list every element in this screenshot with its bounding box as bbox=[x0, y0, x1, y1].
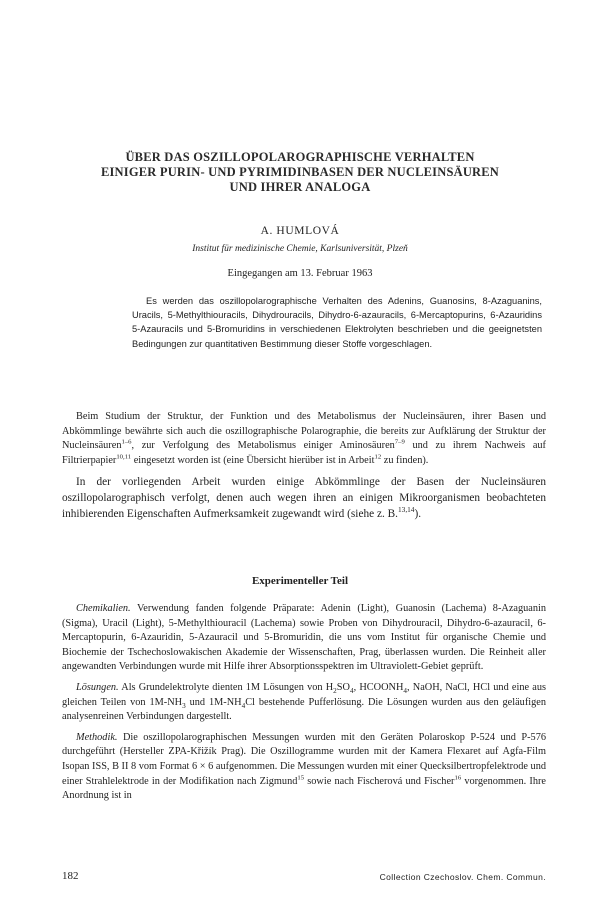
solutions-label: Lösungen. bbox=[76, 681, 119, 693]
journal-name: Collection Czechoslov. Chem. Commun. bbox=[379, 872, 546, 882]
section-heading: Experimenteller Teil bbox=[251, 575, 349, 587]
page-number: 182 bbox=[62, 870, 79, 882]
title-line-2: EINIGER PURIN- UND PYRIMIDINBASEN DER NUCLEINSÄUREN bbox=[100, 165, 500, 179]
abstract-text: Es werden das oszillopolarographische Verhalten des Adenins, Guanosins, 8-Azaguanins, Uracils, 5-Methylthiouracils, Dihydrouracils, Dihydro-6-azauracils, 6-Mercaptopurins, 6-Azauridins 5-Azauracils und 5-Bromuridins in verschiedenen Elektrolyten beschrieben und die geeignetsten Bedingungen zur quantitativen Bestimmung dieser Stoffe vorgeschlagen. bbox=[132, 296, 542, 349]
experimental-section bbox=[62, 602, 546, 810]
intro-paragraph-2: In der vorliegenden Arbeit wurden einige Abkömmlinge der Basen der Nucleinsäuren oszillopolarographisch verfolgt, denen auch wegen ihren an einigen Mikroorganismen beobachteten inhibierenden Eigenschaften Aufmerksamkeit zugewandt wird (siehe z. B.$^{13,14}$). bbox=[62, 476, 546, 521]
methods-label: Methodik. bbox=[76, 731, 118, 743]
introduction bbox=[62, 410, 546, 528]
methods-paragraph: Methodik. Die oszillopolarographischen Messungen wurden mit den Geräten Polaroskop P-524 und P-576 durchgeführt (Hersteller ZPA-Křižík Prag). Die Oszillogramme wurden mit der Kamera Flexaret auf Agfa-Film Isopan ISS, B II 8 vom Format 6 × 6 aufgenommen. Die Messungen wurden mit einer Quecksilbertropfelektrode und einer Strahlelektrode in der Modifikation nach Zigmund$^{15}$ sowie nach Fischerová und Fischer$^{16}$ vorgenommen. Ihre Anordnung ist in bbox=[62, 731, 546, 802]
title-line-1: ÜBER DAS OSZILLOPOLAROGRAPHISCHE VERHALTEN bbox=[125, 150, 475, 164]
solutions-paragraph: Lösungen. Als Grundelektrolyte dienten 1M Lösungen von $H_2SO_4$, $HCOONH_4$, NaOH, NaCl, HCl und eine aus gleichen Teilen von $1M-NH_3$ und $1M-NH_4Cl$ bestehende Pufferlösung. Die Lösungen wurden aus den geläufigen analysenreinen Verbindungen dargestellt. bbox=[62, 681, 546, 723]
title-line-3: UND IHRER ANALOGA bbox=[229, 180, 371, 194]
article-title bbox=[60, 150, 540, 195]
affiliation: Institut für medizinische Chemie, Karlsuniversität, Plzeň bbox=[192, 244, 408, 254]
author: A. HUMLOVÁ bbox=[260, 225, 340, 237]
chemicals-label: Chemikalien. bbox=[76, 603, 131, 614]
abstract bbox=[132, 294, 542, 351]
chemicals-paragraph: Chemikalien. Verwendung fanden folgende Präparate: Adenin (Light), Guanosin (Lachema) 8-Azaguanin (Sigma), Uracil (Light), 5-Methylthiouracil (Lachema) sowie Proben von Dihydrouracil, Dihydro-6-azauracil, 6-Mercaptopurin, 6-Azauridin, 5-Azauracil und 5-Bromuridin, die uns vom Institut für organische Chemie und Biochemie der Tschechoslowakischen Akademie der Wissenschaften, Prag, überlassen wurden. Die Reinheit aller angewandten Verbindungen wurde mit Hilfe ihrer Absorptionsspektren im Ultraviolett-Gebiet geprüft. bbox=[62, 603, 546, 673]
intro-paragraph-1: Beim Studium der Struktur, der Funktion und des Metabolismus der Nucleinsäuren, ihrer Basen und Abkömmlinge bewährte sich auch die oszillographische Polarographie, die bereits zur Aufklärung der Struktur der Nucleinsäuren$^{1-6}$, zur Verfolgung des Metabolismus einiger Aminosäuren$^{7-9}$ und zu ihrem Nachweis auf Filtrierpapier$^{10,11}$ eingesetzt worden ist (eine Übersicht hierüber ist in Arbeit$^{12}$ zu finden). bbox=[62, 411, 546, 466]
received-date: Eingegangen am 13. Februar 1963 bbox=[227, 268, 373, 279]
